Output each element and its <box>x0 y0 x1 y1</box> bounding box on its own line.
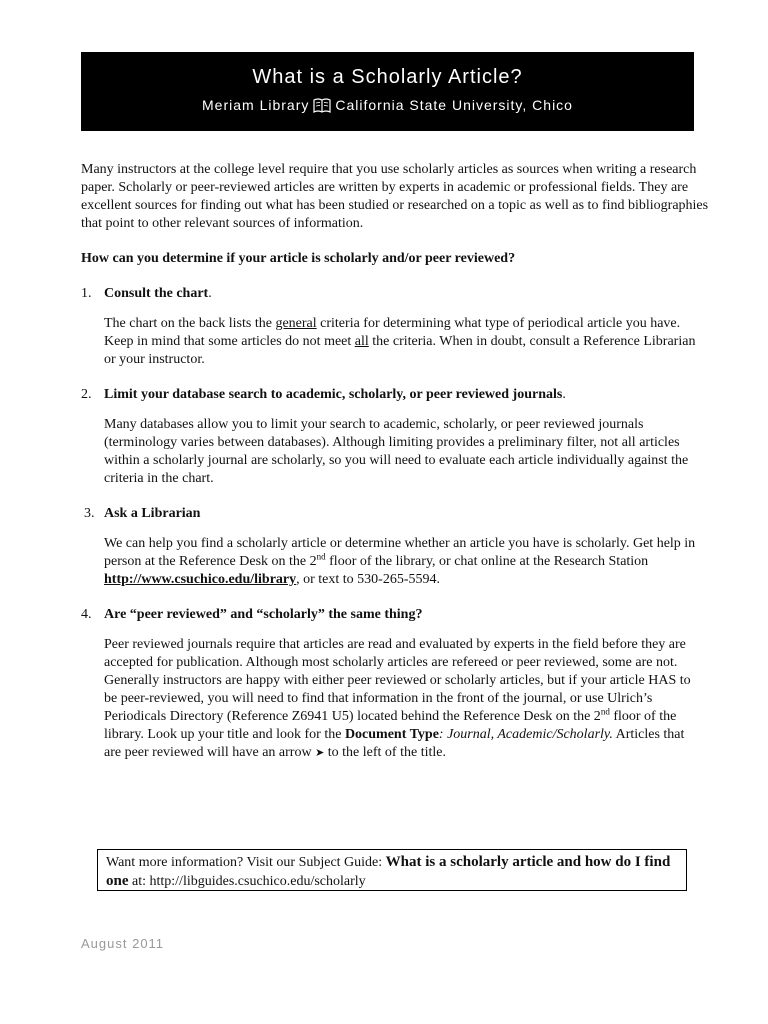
intro-paragraph: Many instructors at the college level require that you use scholarly articles as sources when writing a research paper. Scholarly or peer-reviewed articles are written by experts in academic or professional fields. They are excellent sources for finding out what has been studied or researched on a topic as well as to find bibliographies that point to other relevant sources of information. <box>81 162 709 231</box>
library-link[interactable]: http://www.csuchico.edu/library <box>104 572 297 587</box>
footer-date: August 2011 <box>81 936 165 951</box>
item-heading: Ask a Librarian <box>104 506 201 521</box>
page-title: What is a Scholarly Article? <box>252 66 523 88</box>
subject-guide-url[interactable]: http://libguides.csuchico.edu/scholarly <box>149 874 366 889</box>
item-heading: Are “peer reviewed” and “scholarly” the same thing? <box>104 607 423 622</box>
item-2-text: Many databases allow you to limit your search to academic, scholarly, or peer reviewed journals (terminology varies between databases). Although limiting provides a preliminary filter, not all articles within a scholarly journal are scholarly, so you will need to evaluate each article individually against the criteria in the chart. <box>104 417 689 486</box>
subject-guide-title: What is a scholarly article and how do I find one <box>106 854 671 889</box>
question-heading: How can you determine if your article is scholarly and/or peer reviewed? <box>81 251 516 266</box>
arrow-icon: ➤ <box>315 747 325 759</box>
item-3-text: We can help you find a scholarly article or determine whether an article you have is scholarly. Get help in person at the Reference Desk on the 2nd floor of the library, or chat online at the Research Station http://www.csuchico.edu/library, or text to 530-265-5594. <box>104 536 696 587</box>
university-name: California State University, Chico <box>335 97 573 113</box>
book-icon <box>313 98 331 117</box>
item-number: 4. <box>81 607 92 622</box>
item-heading: Limit your database search to academic, scholarly, or peer reviewed journals. <box>104 387 566 402</box>
info-box: Want more information? Visit our Subject Guide: What is a scholarly article and how do I find one at: http://libguides.csuchico.edu/scholarly <box>97 849 687 891</box>
item-number: 3. <box>84 506 95 521</box>
item-number: 1. <box>81 286 92 301</box>
item-1-text: The chart on the back lists the general criteria for determining what type of periodical article you have. Keep in mind that some articles do not meet all the criteria. When in doubt, consult a Reference Librarian or your instructor. <box>104 316 696 367</box>
item-number: 2. <box>81 387 92 402</box>
item-heading: Consult the chart. <box>104 286 212 301</box>
item-4-text: Peer reviewed journals require that articles are read and evaluated by experts in the field before they are accepted for publication. Although most scholarly articles are refereed or peer reviewed, some are not. Generally instructors are happy with either peer reviewed or scholarly articles, but if your article HAS to be peer-reviewed, you will need to find that information in the front of the journal, or use Ulrich’s Periodicals Directory (Reference Z6941 U5) located behind the Reference Desk on the 2nd floor of the library. Look up your title and look for the Document Type: Journal, Academic/Scholarly. Articles that are peer reviewed will have an arrow ➤ to the left of the title. <box>104 637 691 760</box>
header-subtitle <box>81 96 694 117</box>
header-banner <box>81 52 694 131</box>
library-name: Meriam Library <box>202 97 310 113</box>
